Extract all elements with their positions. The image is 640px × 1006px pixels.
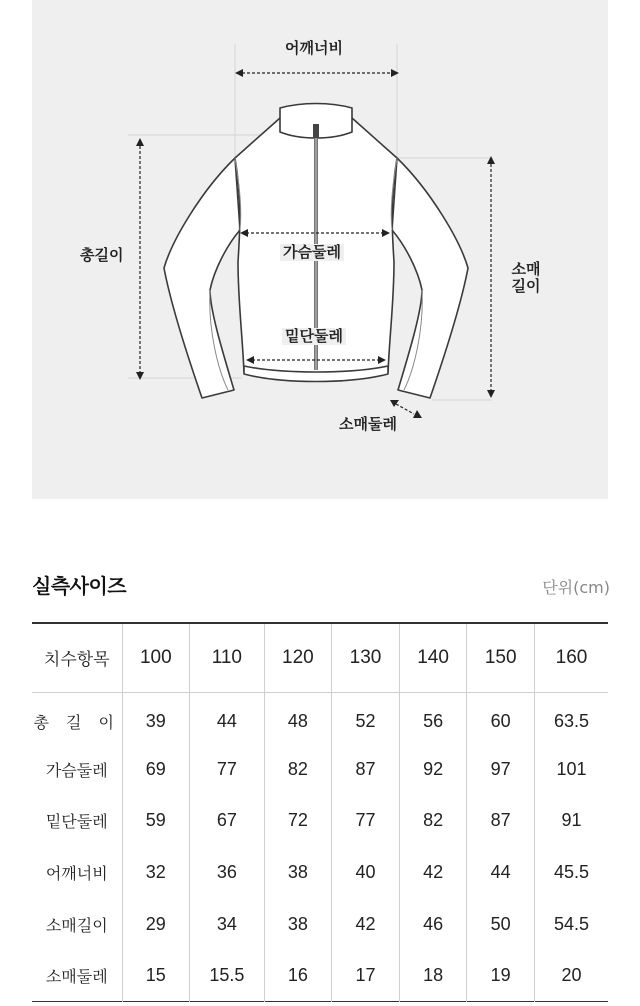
table-cell: 82	[399, 795, 467, 847]
row-label: 소매둘레	[45, 967, 108, 987]
table-cell: 48	[264, 692, 332, 744]
row-label: 소매길이	[45, 915, 108, 935]
table-cell: 32	[122, 847, 190, 899]
table-row	[32, 795, 608, 847]
table-cell: 17	[332, 950, 400, 1002]
table-cell: 67	[190, 795, 265, 847]
row-label: 밑단둘레	[45, 812, 108, 832]
header-cell: 100	[122, 623, 190, 692]
table-cell: 54.5	[534, 898, 608, 950]
table-cell: 39	[122, 692, 190, 744]
row-label: 가슴둘레	[45, 760, 108, 780]
table-cell: 63.5	[534, 692, 608, 744]
table-cell: 91	[534, 795, 608, 847]
table-cell: 56	[399, 692, 467, 744]
header-cell: 120	[264, 623, 332, 692]
table-row	[32, 692, 608, 744]
table-cell: 42	[399, 847, 467, 899]
header-cell: 130	[332, 623, 400, 692]
hem-label: 밑단둘레	[282, 328, 346, 345]
size-diagram	[32, 0, 608, 499]
table-cell: 16	[264, 950, 332, 1002]
table-cell: 50	[467, 898, 535, 950]
table-header-row	[32, 623, 608, 692]
row-label: 총 길 이	[33, 712, 121, 732]
size-table	[32, 622, 608, 1002]
table-cell: 60	[467, 692, 535, 744]
shoulder-width-label: 어깨너비	[282, 40, 346, 57]
table-cell: 97	[467, 744, 535, 796]
table-cell: 45.5	[534, 847, 608, 899]
table-cell: 40	[332, 847, 400, 899]
table-cell: 77	[190, 744, 265, 796]
header-cell: 160	[534, 623, 608, 692]
table-row	[32, 744, 608, 796]
table-row	[32, 898, 608, 950]
table-cell: 92	[399, 744, 467, 796]
table-cell: 15.5	[190, 950, 265, 1002]
table-cell: 34	[190, 898, 265, 950]
table-row	[32, 847, 608, 899]
table-cell: 87	[467, 795, 535, 847]
row-label: 어깨너비	[45, 864, 108, 884]
unit-label: 단위(cm)	[542, 578, 610, 597]
table-cell: 29	[122, 898, 190, 950]
table-cell: 18	[399, 950, 467, 1002]
table-cell: 44	[190, 692, 265, 744]
header-cell: 150	[467, 623, 535, 692]
table-cell: 19	[467, 950, 535, 1002]
table-cell: 44	[467, 847, 535, 899]
table-row	[32, 950, 608, 1002]
table-cell: 72	[264, 795, 332, 847]
chest-label: 가슴둘레	[280, 244, 344, 261]
table-cell: 77	[332, 795, 400, 847]
table-cell: 87	[332, 744, 400, 796]
table-cell: 15	[122, 950, 190, 1002]
table-cell: 38	[264, 847, 332, 899]
table-cell: 46	[399, 898, 467, 950]
table-cell: 101	[534, 744, 608, 796]
section-title: 실측사이즈	[32, 574, 127, 598]
total-length-label: 총길이	[80, 246, 124, 264]
table-cell: 38	[264, 898, 332, 950]
table-cell: 52	[332, 692, 400, 744]
table-cell: 59	[122, 795, 190, 847]
table-cell: 82	[264, 744, 332, 796]
header-cell: 110	[190, 623, 265, 692]
sleeve-length-label: 소매 길이	[511, 260, 541, 296]
header-cell: 140	[399, 623, 467, 692]
table-cell: 36	[190, 847, 265, 899]
header-cell: 치수항목	[32, 623, 122, 692]
table-cell: 42	[332, 898, 400, 950]
table-cell: 69	[122, 744, 190, 796]
table-cell: 20	[534, 950, 608, 1002]
sleeve-circumference-label: 소매둘레	[339, 415, 397, 433]
